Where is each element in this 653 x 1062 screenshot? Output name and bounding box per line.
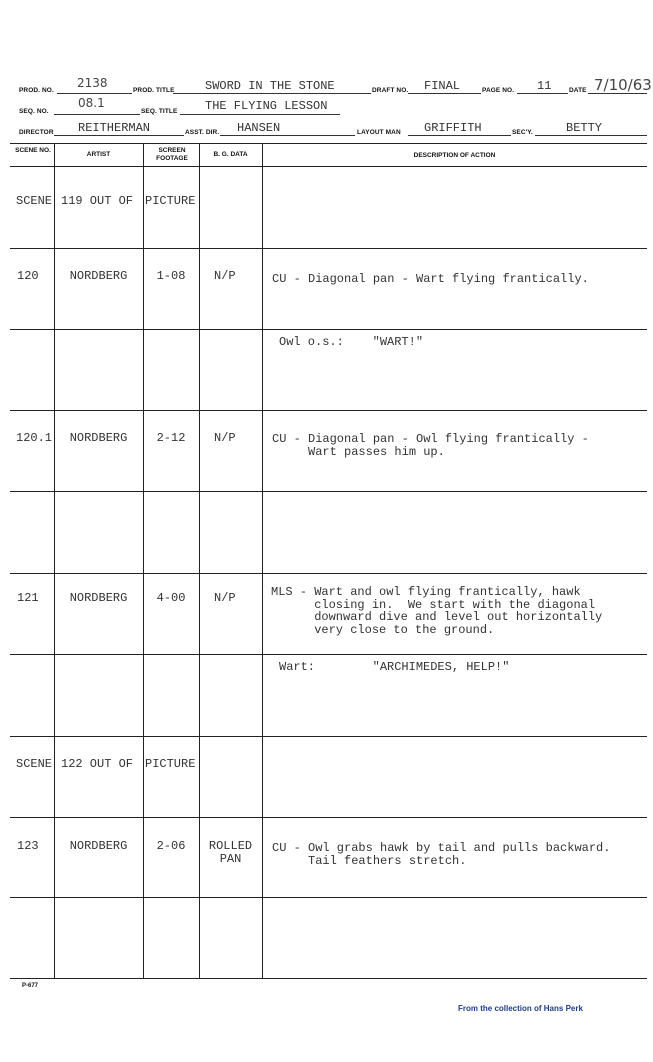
draft-no-value: FINAL (424, 79, 461, 93)
cell-bg-data: ROLLED PAN (208, 839, 253, 866)
col-header-screen-footage: SCREEN FOOTAGE (156, 147, 188, 162)
cell-footage: 2-12 (156, 431, 186, 445)
director-label: DIRECTOR (19, 129, 54, 136)
column-divider (54, 143, 55, 978)
page-no-value: 11 (537, 79, 552, 93)
cell-artist: NORDBERG (69, 431, 128, 445)
date-label: DATE (569, 87, 587, 94)
row-divider (10, 329, 647, 330)
cell-artist: 119 OUT OF (61, 194, 134, 208)
layout-man-value: GRIFFITH (424, 121, 482, 135)
cell-description: MLS - Wart and owl flying frantically, hawk closing in. We start with the diagonal downward dive and level out horizontally very close to the ground. (271, 585, 603, 637)
col-header-description: DESCRIPTION OF ACTION (413, 152, 496, 159)
prod-title-value: SWORD IN THE STONE (205, 79, 335, 93)
table-header-rule (10, 166, 647, 167)
cell-artist: NORDBERG (69, 269, 128, 283)
layout-man-label: LAYOUT MAN (357, 129, 401, 136)
table-top-rule (10, 143, 647, 144)
cell-scene: 120 (17, 269, 39, 283)
cell-scene: 123 (17, 839, 39, 853)
row-divider (10, 897, 647, 898)
cell-description: CU - Diagonal pan - Wart flying frantically. (272, 272, 589, 286)
seq-title-label: SEQ. TITLE (141, 108, 178, 115)
draft-no-label: DRAFT NO. (372, 87, 409, 94)
cell-footage: 1-08 (156, 269, 186, 283)
date-value: 7/10/63 (594, 76, 652, 94)
row-divider (10, 817, 647, 818)
cell-bg-data: N/P (214, 431, 236, 445)
cell-footage: 4-00 (156, 591, 186, 605)
prod-no-label: PROD. NO. (19, 87, 54, 94)
seq-no-value: 08.1 (78, 96, 105, 110)
cell-artist: 122 OUT OF (61, 757, 134, 771)
prod-title-label: PROD. TITLE (133, 87, 175, 94)
column-divider (262, 143, 263, 978)
row-divider (10, 248, 647, 249)
row-divider (10, 736, 647, 737)
cell-bg-data: N/P (214, 269, 236, 283)
cell-artist: NORDBERG (69, 591, 128, 605)
secy-label: SEC'Y. (512, 129, 533, 136)
row-divider (10, 573, 647, 574)
cell-scene: 120.1 (16, 431, 53, 445)
cell-artist: NORDBERG (69, 839, 128, 853)
secy-value: BETTY (566, 121, 603, 135)
cell-scene: SCENE (16, 194, 53, 208)
director-value: REITHERMAN (78, 121, 151, 135)
cell-description: CU - Diagonal pan - Owl flying frantically - Wart passes him up. (272, 432, 589, 459)
cell-description: CU - Owl grabs hawk by tail and pulls backward. Tail feathers stretch. (272, 841, 611, 868)
col-header-bg-data: B. G. DATA (213, 151, 248, 158)
cell-footage: PICTURE (145, 194, 196, 208)
cell-bg-data: N/P (214, 591, 236, 605)
prod-no-value: 2138 (77, 76, 108, 90)
asst-dir-value: HANSEN (237, 121, 281, 135)
cell-scene: SCENE (16, 757, 53, 771)
form-number: P-677 (22, 983, 39, 989)
seq-title-value: THE FLYING LESSON (205, 99, 328, 113)
cell-description: Owl o.s.: "WART!" (279, 335, 424, 349)
cell-description: Wart: "ARCHIMEDES, HELP!" (279, 660, 510, 674)
collection-credit: From the collection of Hans Perk (458, 1004, 583, 1013)
table-bottom-rule (10, 978, 647, 979)
cell-scene: 121 (17, 591, 39, 605)
page-no-label: PAGE NO. (482, 87, 515, 94)
row-divider (10, 410, 647, 411)
row-divider (10, 491, 647, 492)
col-header-scene-no: SCENE NO. (15, 147, 51, 154)
cell-footage: PICTURE (145, 757, 196, 771)
asst-dir-label: ASST. DIR. (185, 129, 220, 136)
column-divider (143, 143, 144, 978)
col-header-artist: ARTIST (86, 151, 111, 158)
seq-no-label: SEQ. NO. (19, 108, 49, 115)
cell-footage: 2-06 (156, 839, 186, 853)
row-divider (10, 654, 647, 655)
